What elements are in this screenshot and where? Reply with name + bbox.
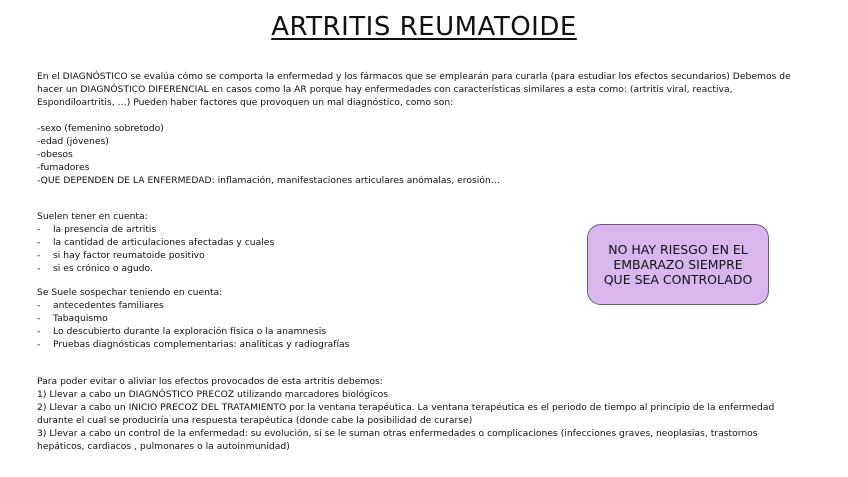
pregnancy-callout: NO HAY RIESGO EN EL EMBARAZO SIEMPRE QUE SEA CONTROLADO (587, 224, 769, 305)
numbered-item: 3) Llevar a cabo un control de la enfermedad: su evolución, si se le suman otras enfermedades o complicaciones (infecciones graves, neoplasias, trastornos hepáticos, cardiacos , pulmonares o la autoinmunidad) (37, 428, 758, 452)
factor-item: -sexo (femenino sobretodo) (37, 123, 164, 134)
bullet-item: - Tabaquismo (37, 313, 108, 324)
bullet-item: - la cantidad de articulaciones afectadas y cuales (37, 237, 275, 248)
suspect-section (37, 286, 557, 351)
bullet-item: - si es crónico o agudo. (37, 263, 153, 274)
bullet-item: - si hay factor reumatoide positivo (37, 250, 205, 261)
avoid-section (37, 375, 797, 453)
intro-paragraph: En el DIAGNÓSTICO se evalúa cómo se comporta la enfermedad y los fármacos que se emplearán para curarla (para estudiar los efectos secundarios) Debemos de hacer un DIAGNÓSTICO DIFERENCIAL en casos como la AR porque hay enfermedades con características similares a esta como: (artritis viral, reactiva, Espondiloartritis, …) Pueden haber factores que provoquen un mal diagnóstico, como son: (37, 71, 791, 108)
suspect-heading: Se Suele sospechar teniendo en cuenta: (37, 287, 223, 298)
numbered-item: 1) Llevar a cabo un DIAGNÓSTICO PRECOZ utilizando marcadores biológicos (37, 389, 389, 400)
bullet-item: - Lo descubierto durante la exploración física o la anamnesis (37, 326, 327, 337)
page-title: ARTRITIS REUMATOIDE (271, 12, 577, 42)
numbered-item: 2) Llevar a cabo un INICIO PRECOZ DEL TRATAMIENTO por la ventana terapéutica. La ventana terapéutica es el periodo de tiempo al principio de la enfermedad durante el cual se produciría una respuesta terapéutica (donde cabe la posibilidad de curarse) (37, 402, 775, 426)
intro-section (37, 70, 797, 187)
factor-item: -edad (jóvenes) (37, 136, 109, 147)
avoid-heading: Para poder evitar o aliviar los efectos provocados de esta artritis debemos: (37, 376, 383, 387)
consider-section (37, 210, 557, 275)
bullet-item: - Pruebas diagnósticas complementarias: analíticas y radiografías (37, 339, 350, 350)
bullet-item: - la presencia de artritis (37, 224, 157, 235)
consider-heading: Suelen tener en cuenta: (37, 211, 148, 222)
bullet-item: - antecedentes familiares (37, 300, 164, 311)
factor-item: -obesos (37, 149, 73, 160)
factor-item: -fumadores (37, 162, 90, 173)
factor-item: -QUE DEPENDEN DE LA ENFERMEDAD: inflamación, manifestaciones articulares anómalas, erosión… (37, 175, 500, 186)
